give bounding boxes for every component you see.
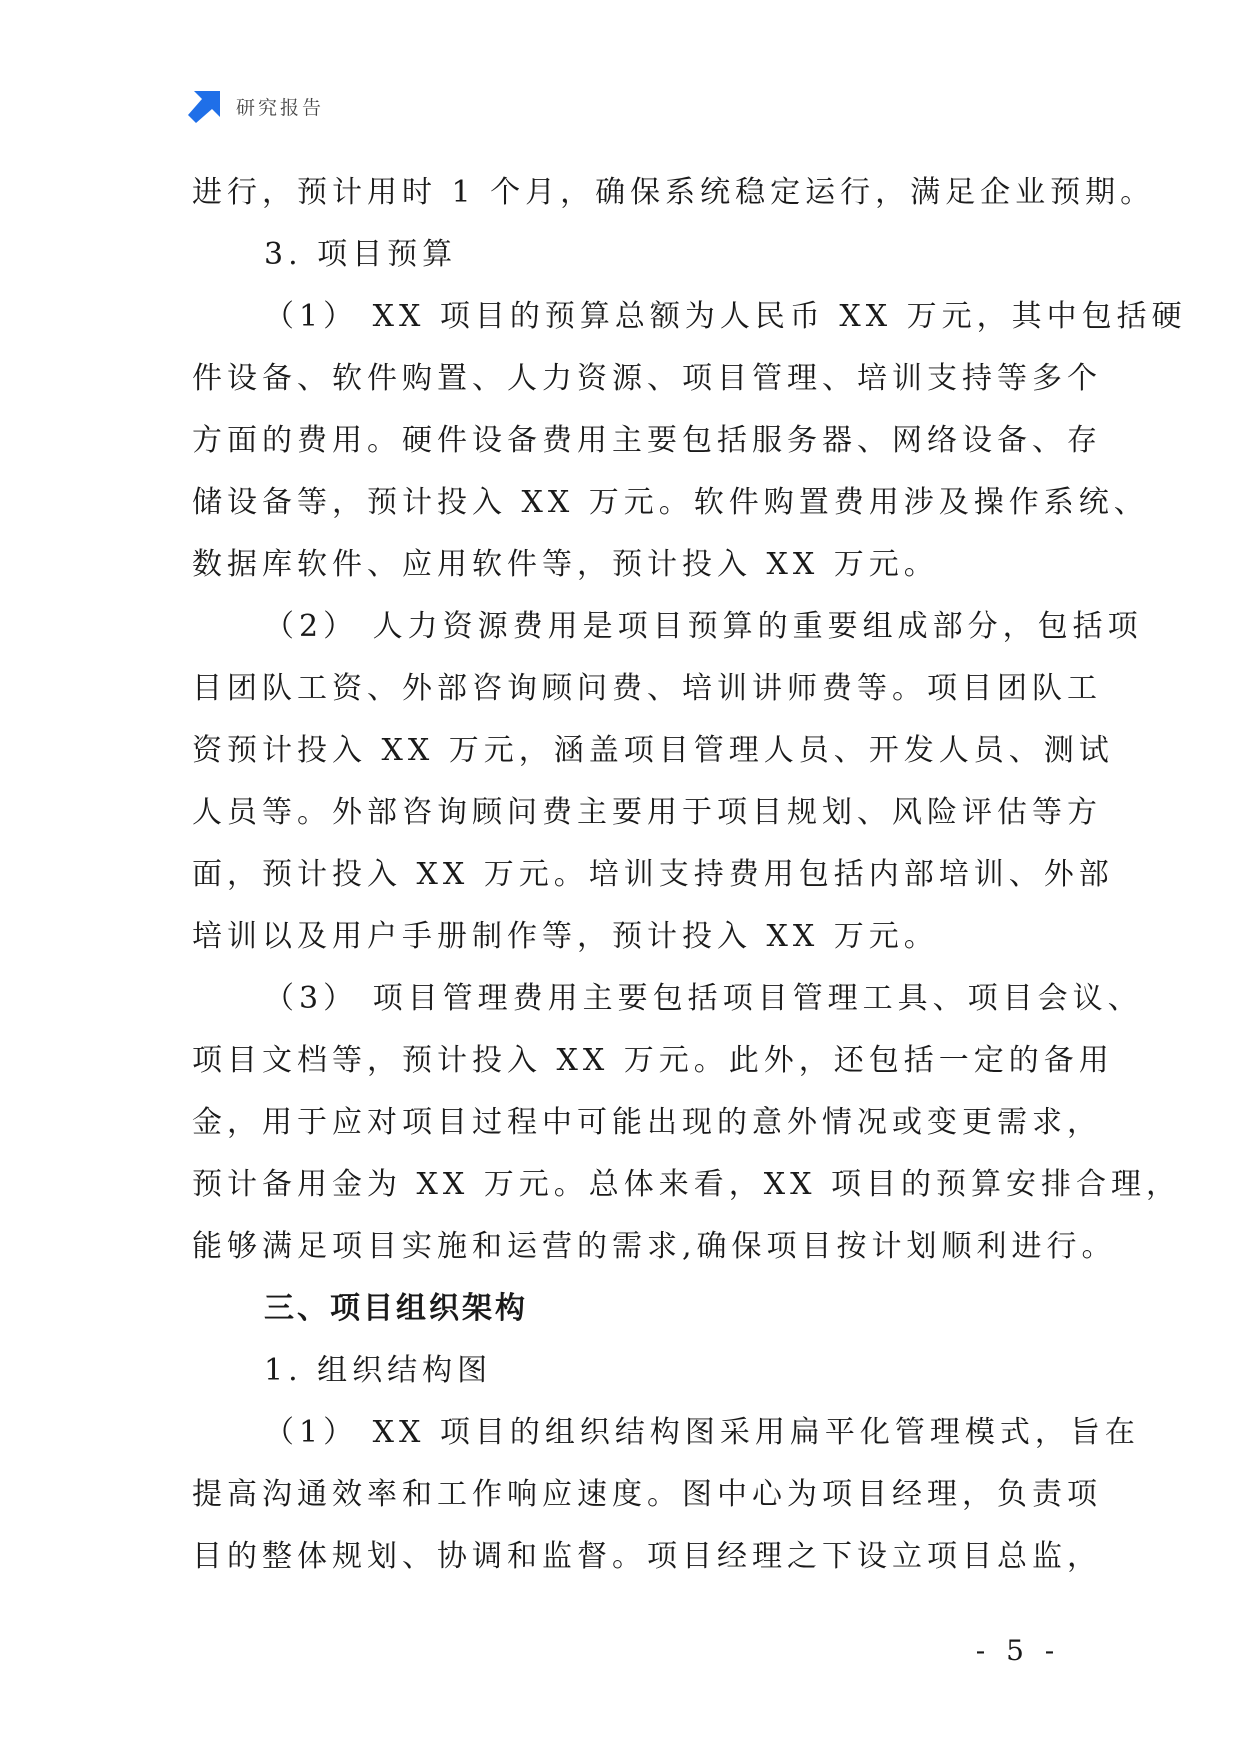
body-line: 项目文档等，预计投入 XX 万元。此外，还包括一定的备用 xyxy=(192,1043,1114,1078)
body-line: 金，用于应对项目过程中可能出现的意外情况或变更需求， xyxy=(192,1105,1102,1140)
body-line: （2） 人力资源费用是项目预算的重要组成部分，包括项 xyxy=(264,609,1143,644)
body-line: 资预计投入 XX 万元，涵盖项目管理人员、开发人员、测试 xyxy=(192,733,1114,768)
body-line: 数据库软件、应用软件等，预计投入 XX 万元。 xyxy=(192,547,939,582)
body-line: 储设备等，预计投入 XX 万元。软件购置费用涉及操作系统、 xyxy=(192,485,1149,520)
page-header xyxy=(188,88,324,124)
body-line: 目的整体规划、协调和监督。项目经理之下设立项目总监， xyxy=(192,1539,1102,1574)
body-line: （3） 项目管理费用主要包括项目管理工具、项目会议、 xyxy=(264,981,1143,1016)
body-line: 方面的费用。硬件设备费用主要包括服务器、网络设备、存 xyxy=(192,423,1102,458)
body-line: 件设备、软件购置、人力资源、项目管理、培训支持等多个 xyxy=(192,361,1102,396)
body-line: （1） XX 项目的预算总额为人民币 XX 万元，其中包括硬 xyxy=(264,299,1187,334)
page-number: - 5 - xyxy=(975,1634,1061,1667)
subsection-heading-org-chart: 1. 组织结构图 xyxy=(264,1353,493,1388)
body-line: 人员等。外部咨询顾问费主要用于项目规划、风险评估等方 xyxy=(192,795,1102,830)
section-heading-organization: 三、项目组织架构 xyxy=(264,1291,528,1326)
body-line: 目团队工资、外部咨询顾问费、培训讲师费等。项目团队工 xyxy=(192,671,1102,706)
body-line: 提高沟通效率和工作响应速度。图中心为项目经理，负责项 xyxy=(192,1477,1102,1512)
body-line: 培训以及用户手册制作等，预计投入 XX 万元。 xyxy=(192,919,939,954)
subsection-heading-budget: 3. 项目预算 xyxy=(264,237,458,272)
document-body xyxy=(192,162,1187,1588)
arrow-up-right-icon xyxy=(188,89,222,123)
header-title: 研究报告 xyxy=(236,96,325,119)
body-line: 面，预计投入 XX 万元。培训支持费用包括内部培训、外部 xyxy=(192,857,1114,892)
body-line: 预计备用金为 XX 万元。总体来看，XX 项目的预算安排合理， xyxy=(192,1167,1182,1202)
body-line: 进行，预计用时 1 个月，确保系统稳定运行，满足企业预期。 xyxy=(192,175,1156,210)
body-line: 能够满足项目实施和运营的需求,确保项目按计划顺利进行。 xyxy=(192,1229,1117,1264)
body-line: （1） XX 项目的组织结构图采用扁平化管理模式，旨在 xyxy=(264,1415,1140,1450)
